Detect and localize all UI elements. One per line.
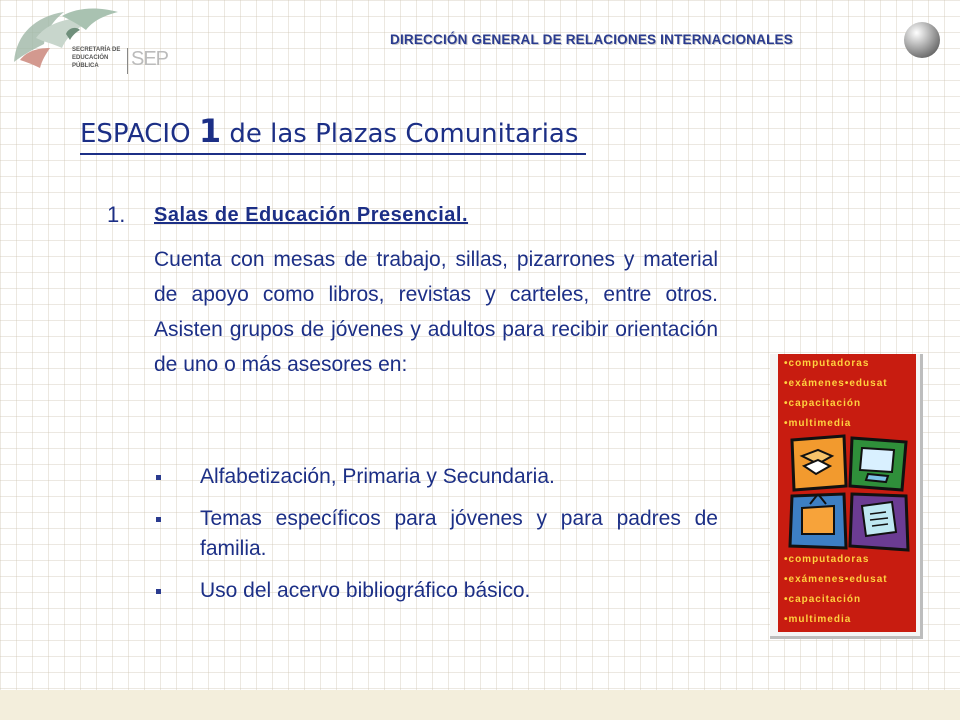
- plazas-poster-image: [770, 354, 923, 639]
- poster-line: •capacitación: [784, 594, 862, 605]
- bottom-band: [0, 690, 960, 720]
- poster-line: •exámenes•edusat: [784, 574, 888, 585]
- computer-icon: [850, 438, 906, 490]
- poster-line: •computadoras: [784, 554, 870, 565]
- list-item-text: Temas específicos para jóvenes y para padres de familia.: [200, 507, 718, 560]
- poster-line: •multimedia: [784, 418, 852, 429]
- list-item-text: Uso del acervo bibliográfico básico.: [200, 579, 531, 602]
- globe-icon: [904, 22, 940, 58]
- square-bullet-icon: [156, 517, 161, 522]
- title-suffix: de las Plazas Comunitarias: [221, 119, 579, 149]
- bullet-list: [154, 462, 718, 618]
- logo-sep-wordmark: SEP: [131, 48, 169, 70]
- list-item-text: Alfabetización, Primaria y Secundaria.: [200, 465, 555, 488]
- list-item: [154, 462, 718, 492]
- agency-header: DIRECCIÓN GENERAL DE RELACIONES INTERNACIONALES: [390, 32, 793, 47]
- documents-icon: [850, 494, 908, 550]
- section-number: 1.: [107, 202, 126, 227]
- tv-icon: [790, 494, 846, 548]
- page-title: [80, 112, 586, 155]
- poster-line: •capacitación: [784, 398, 862, 409]
- poster-line: •computadoras: [784, 358, 870, 369]
- poster-panel: [778, 354, 916, 632]
- list-item: [154, 504, 718, 564]
- sep-logo: [6, 4, 169, 74]
- books-icon: [792, 436, 846, 490]
- poster-line: •multimedia: [784, 614, 852, 625]
- section-heading: Salas de Educación Presencial.: [154, 204, 469, 226]
- poster-illustration: [788, 434, 912, 552]
- section-body: Cuenta con mesas de trabajo, sillas, pizarrones y material de apoyo como libros, revistas y carteles, entre otros. Asisten grupos de jóvenes y adultos para recibir orientación de uno o más asesores en:: [154, 248, 718, 376]
- logo-separator: [127, 48, 128, 74]
- logo-text: SECRETARÍA DE EDUCACIÓN PÚBLICA: [72, 47, 121, 69]
- square-bullet-icon: [156, 475, 161, 480]
- square-bullet-icon: [156, 589, 161, 594]
- poster-line: •exámenes•edusat: [784, 378, 888, 389]
- title-prefix: ESPACIO: [80, 119, 199, 149]
- title-number: 1: [198, 112, 222, 150]
- list-item: [154, 576, 718, 606]
